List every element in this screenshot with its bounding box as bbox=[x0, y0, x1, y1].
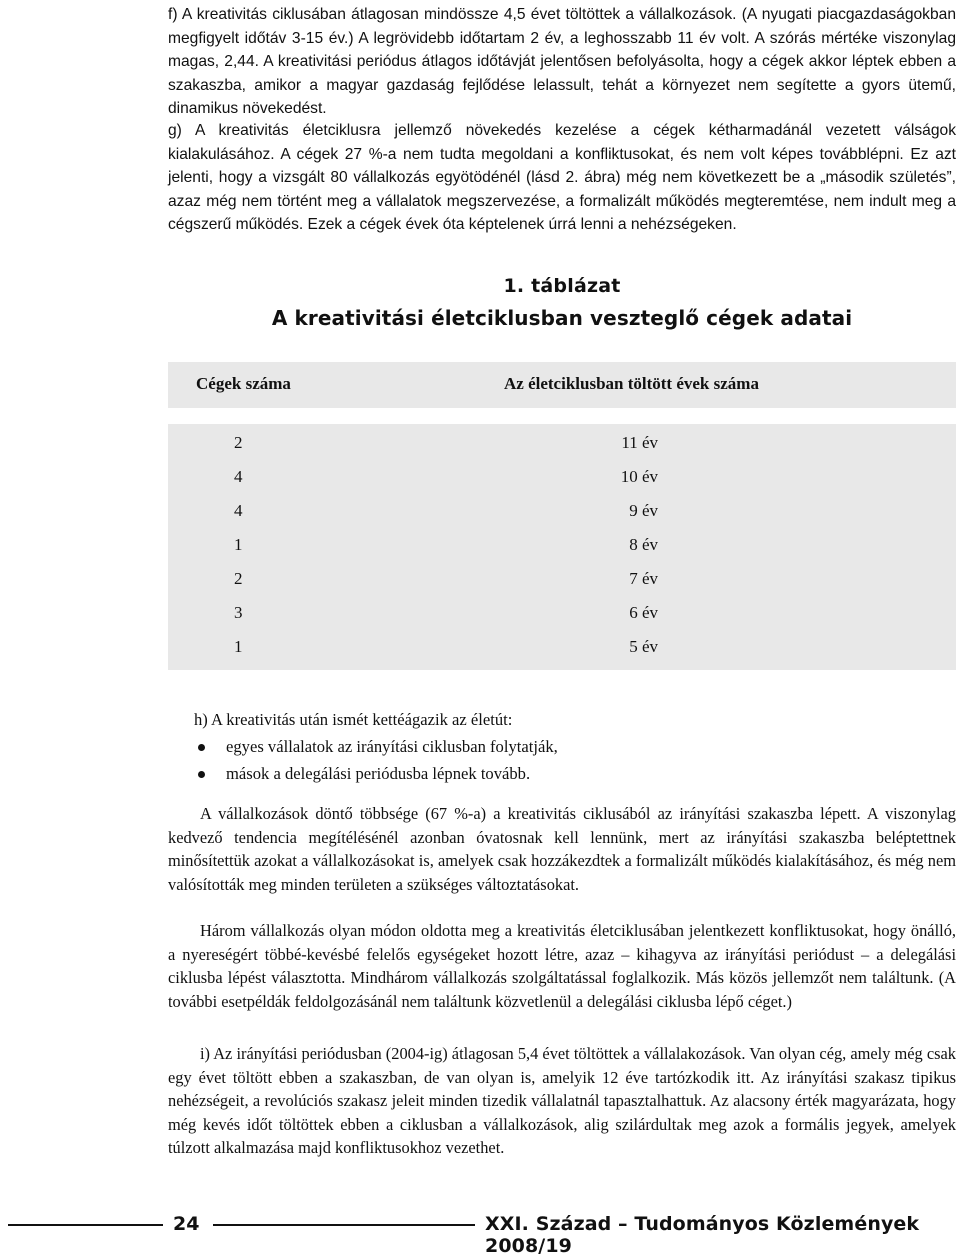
table-cell-count: 2 bbox=[234, 569, 243, 588]
bullet-icon bbox=[198, 744, 205, 751]
table-header-count: Cégek száma bbox=[196, 374, 291, 393]
table-row bbox=[168, 630, 956, 664]
footer-rule-left bbox=[8, 1224, 163, 1226]
table-cell-count: 2 bbox=[234, 433, 243, 452]
paragraph-majority: A vállalkozások döntő többsége (67 %-a) a kreativitás ciklusából az irányítási szakaszba lépett. A viszonylag kedvező tendencia megítélésénél azonban óvatosnak kell lennünk, mert az irányítási szakaszba beléptettnek minősítettük azokat a vállalkozásokat is, amelyek csak hozzákezdtek a formalizált működés kialakításához, és még nem valósították meg minden területen a szükséges változtatásokat. bbox=[168, 804, 956, 894]
table-caption-title: A kreativitási életciklusban veszteglő cégek adatai bbox=[271, 306, 853, 330]
table-row bbox=[168, 426, 956, 460]
table-cell-count: 1 bbox=[234, 637, 243, 656]
paragraph-three-companies: Három vállalkozás olyan módon oldotta meg a kreativitás életciklusában jelentkezett konfliktusokat, hogy önálló, a nyereségért többé-kevésbé felelős egységeket hozott létre, azaz – kihagyva az irányítási periódust – a delegálási ciklusba lépést választotta. Mindhárom vállalkozás szolgáltatással foglalkozik. Más közös jellemzőt nem találtunk. (A további esetpéldák feldolgozásánál nem találtunk közvetlenül a delegálási ciklusba lépő céget.) bbox=[168, 921, 956, 1011]
list-item-text: egyes vállalatok az irányítási ciklusban folytatják, bbox=[226, 737, 558, 756]
table-cell-years: 8 év bbox=[629, 535, 658, 554]
journal-title: XXI. Század – Tudományos Közlemények 2008/19 bbox=[485, 1213, 920, 1257]
table-row bbox=[168, 528, 956, 562]
list-h bbox=[194, 706, 934, 787]
list-item-text: mások a delegálási periódusba lépnek tovább. bbox=[226, 764, 531, 783]
table-cell-count: 4 bbox=[234, 467, 243, 486]
table-cell-years: 9 év bbox=[629, 501, 658, 520]
bullet-icon bbox=[198, 771, 205, 778]
list-item bbox=[194, 733, 934, 760]
table-cell-years: 5 év bbox=[629, 637, 658, 656]
paragraph-i: i) Az irányítási periódusban (2004-ig) átlagosan 5,4 évet töltöttek a vállalakozások. Van olyan cég, amely még csak egy évet töltött ebben a szakaszban, de van olyan is, amelyik 12 éve tartózkodik itt. Az irányítási szakasz tipikus nehézségeit, a revolúciós szakasz jeleit minden tizedik vállalatnál tapasztalhattuk. Az alacsony érték magyarázata, hogy még kevés időt töltöttek ebben a ciklusban a vállalkozások, alig szilárdultak meg azok a formális jegyek, amelyek túlzott alkalmazása majd konfliktusokhoz vezethet. bbox=[168, 1044, 956, 1157]
table-row bbox=[168, 596, 956, 630]
table-cell-years: 7 év bbox=[629, 569, 658, 588]
footer-rule-middle bbox=[213, 1224, 475, 1226]
table-cell-count: 1 bbox=[234, 535, 243, 554]
table-cell-years: 11 év bbox=[621, 433, 658, 452]
table-cell-years: 6 év bbox=[629, 603, 658, 622]
paragraph-g: g) A kreativitás életciklusra jellemző növekedés kezelése a cégek kétharmadánál vezetett válságok kialakulásához. A cégek 27 %-a nem tudta megoldani a konfliktusokat, és nem volt képes továbblépni. Ez azt jelenti, hogy a vizsgált 80 vállalkozás egyötödénél (lásd 2. ábra) még nem következett be a „második születés”, azaz még nem történt meg a vállalatok megszervezése, a formalizált működés megteremtése, nem indult meg a cégszerű működés. Ezek a cégek évek óta képtelenek úrrá lenni a nehézségeken. bbox=[168, 122, 956, 233]
table-header bbox=[168, 362, 956, 408]
page-footer bbox=[0, 1212, 960, 1257]
paragraph-f: f) A kreativitás ciklusában átlagosan mindössze 4,5 évet töltöttek a vállalkozások. (A nyugati piacgazdaságokban megfigyelt időtáv 3-15 év.) A legrövidebb időtartam 2 év, a leghosszabb 11 év volt. A szórás mértéke viszonylag magas, 2,44. A kreativitási periódus átlagos időtávját jelentősen befolyásolta, hogy a cégek akkor léptek ebben a szakaszba, amikor a magyar gazdaság fejlődése lelassult, tehát a környezet nem segítette a gyors ütemű, dinamikus növekedést. bbox=[168, 6, 956, 117]
table-cell-count: 4 bbox=[234, 501, 243, 520]
table-row bbox=[168, 562, 956, 596]
list-intro: h) A kreativitás után ismét kettéágazik az életút: bbox=[194, 710, 513, 729]
table-cell-count: 3 bbox=[234, 603, 243, 622]
table-cell-years: 10 év bbox=[620, 467, 658, 486]
table-row bbox=[168, 460, 956, 494]
table-header-years: Az életciklusban töltött évek száma bbox=[504, 374, 759, 393]
table-row bbox=[168, 494, 956, 528]
list-item bbox=[194, 760, 934, 787]
page-number: 24 bbox=[173, 1213, 200, 1235]
table-body bbox=[168, 424, 956, 670]
table-caption-number: 1. táblázat bbox=[503, 275, 621, 297]
